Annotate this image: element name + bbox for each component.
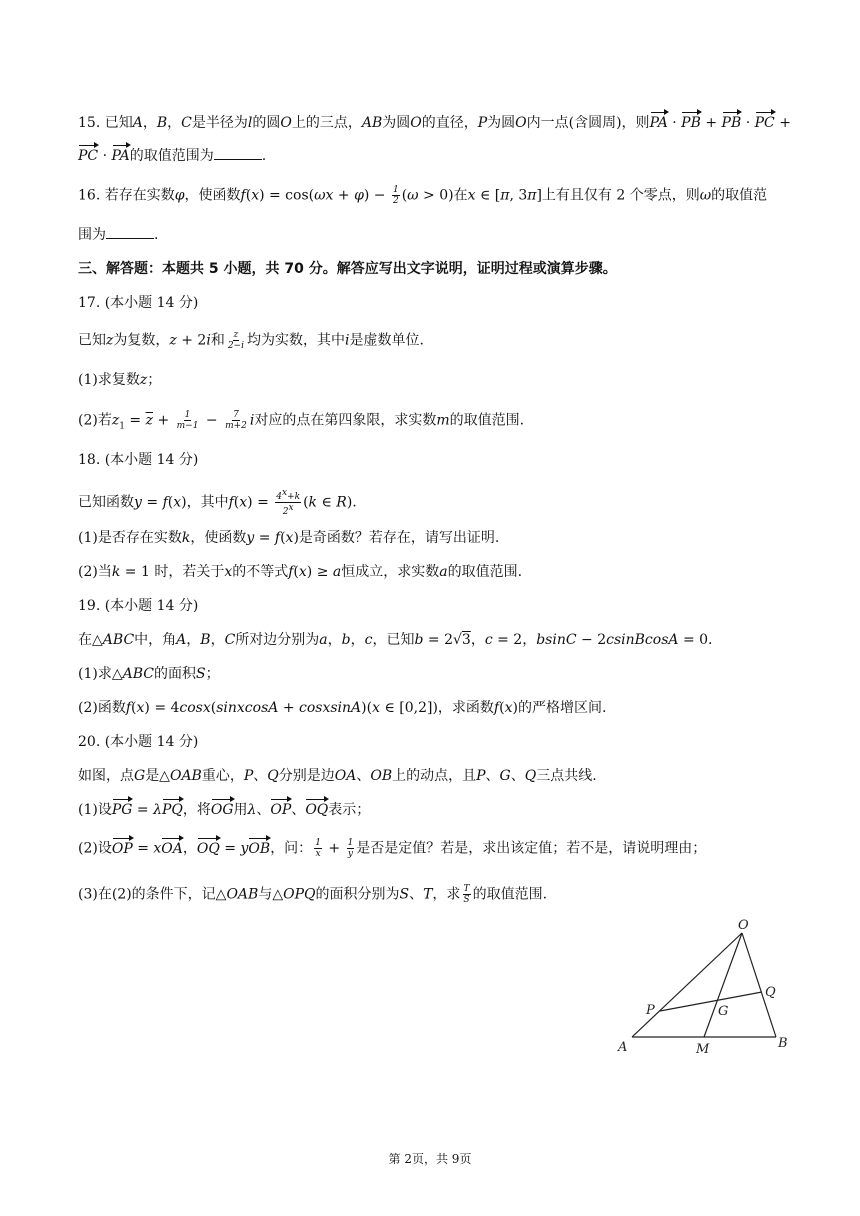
- q16-line2: 围为 .: [78, 227, 159, 243]
- label-b: B: [778, 1036, 788, 1051]
- q20-part3: (3)在(2)的条件下，记△OAB与△OPQ的面积分别为S、T，求 $\frac{T}{S}$ 的取值范围.: [78, 884, 548, 905]
- q17-part2: (2)若$z_1 = \overline{z}$ + $\frac{1}{m-1}$ − $\frac{7}{m+2}$ i对应的点在第四象限，求实数m的取值范围.: [78, 410, 525, 432]
- q18-part1: (1)是否存在实数k，使函数y = f(x)是奇函数？若存在，请写出证明.: [78, 530, 500, 546]
- triangle-figure: [608, 912, 808, 1062]
- label-p: P: [646, 1003, 655, 1018]
- label-q: Q: [765, 985, 776, 1000]
- label-m: M: [696, 1042, 710, 1057]
- q16-line1: 16. 若存在实数φ，使函数f(x) = cos(ωx + φ) − $\frac{1}{2}$ (ω > 0)在x ∈ [π, 3π]上有且仅有 2 个零点，则ω的取值范: [78, 185, 768, 206]
- q18-part2: (2)当k = 1 时，若关于x的不等式f(x) ≥ a恒成立，求实数a的取值范围.: [78, 564, 523, 580]
- q20-part1: (1)设PG = λPQ，将OG用λ、OP、OQ表示；: [78, 802, 371, 818]
- q17-stem: 已知z为复数，z + 2i和 $\frac{z}{2-i}$ 均为实数，其中i是虚数单位.: [78, 330, 424, 351]
- q18-header: 18. (本小题 14 分): [78, 452, 199, 468]
- q15-line1: 15. 已知A，B，C是半径为l的圆O上的三点，AB为圆O的直径，P为圆O内一点(含圆周)，则PA · PB + PB · PC +: [78, 115, 791, 131]
- q15-line2: PC · PA的取值范围为 .: [78, 148, 267, 164]
- q19-part1: (1)求△ABC的面积S；: [78, 666, 220, 682]
- label-a: A: [618, 1040, 628, 1055]
- answer-blank: [214, 147, 262, 160]
- q19-part2: (2)函数f(x) = 4cosx(sinxcosA + cosxsinA)(x ∈ [0,2])，求函数f(x)的严格增区间.: [78, 700, 607, 716]
- q20-header: 20. (本小题 14 分): [78, 734, 199, 750]
- q20-part2: (2)设OP = xOA，OQ = yOB，问： $\frac{1}{x}$ + $\frac{1}{y}$ 是否是定值？若是，求出该定值；若不是，请说明理由；: [78, 838, 707, 859]
- q19-header: 19. (本小题 14 分): [78, 598, 199, 614]
- label-o: O: [738, 918, 749, 933]
- answer-blank: [106, 226, 154, 239]
- q18-stem: 已知函数y = f(x)，其中f(x) = $\frac{4^x+k}{2^x}$ (k ∈ R).: [78, 488, 357, 517]
- q19-stem: 在△ABC中，角A，B，C所对边分别为a，b，c，已知b = 2√3，c = 2，bsinC − 2csinBcosA = 0.: [78, 632, 713, 648]
- q17-header: 17. (本小题 14 分): [78, 295, 199, 311]
- q17-part1: (1)求复数z；: [78, 372, 162, 388]
- page-footer: 第 2页，共 9页: [388, 1152, 472, 1166]
- label-g: G: [718, 1004, 729, 1019]
- q20-stem: 如图，点G是△OAB重心，P、Q分别是边OA、OB上的动点，且P、G、Q三点共线.: [78, 768, 597, 784]
- section-heading: 三、解答题：本题共 5 小题，共 70 分。解答应写出文字说明，证明过程或演算步骤。: [78, 261, 617, 277]
